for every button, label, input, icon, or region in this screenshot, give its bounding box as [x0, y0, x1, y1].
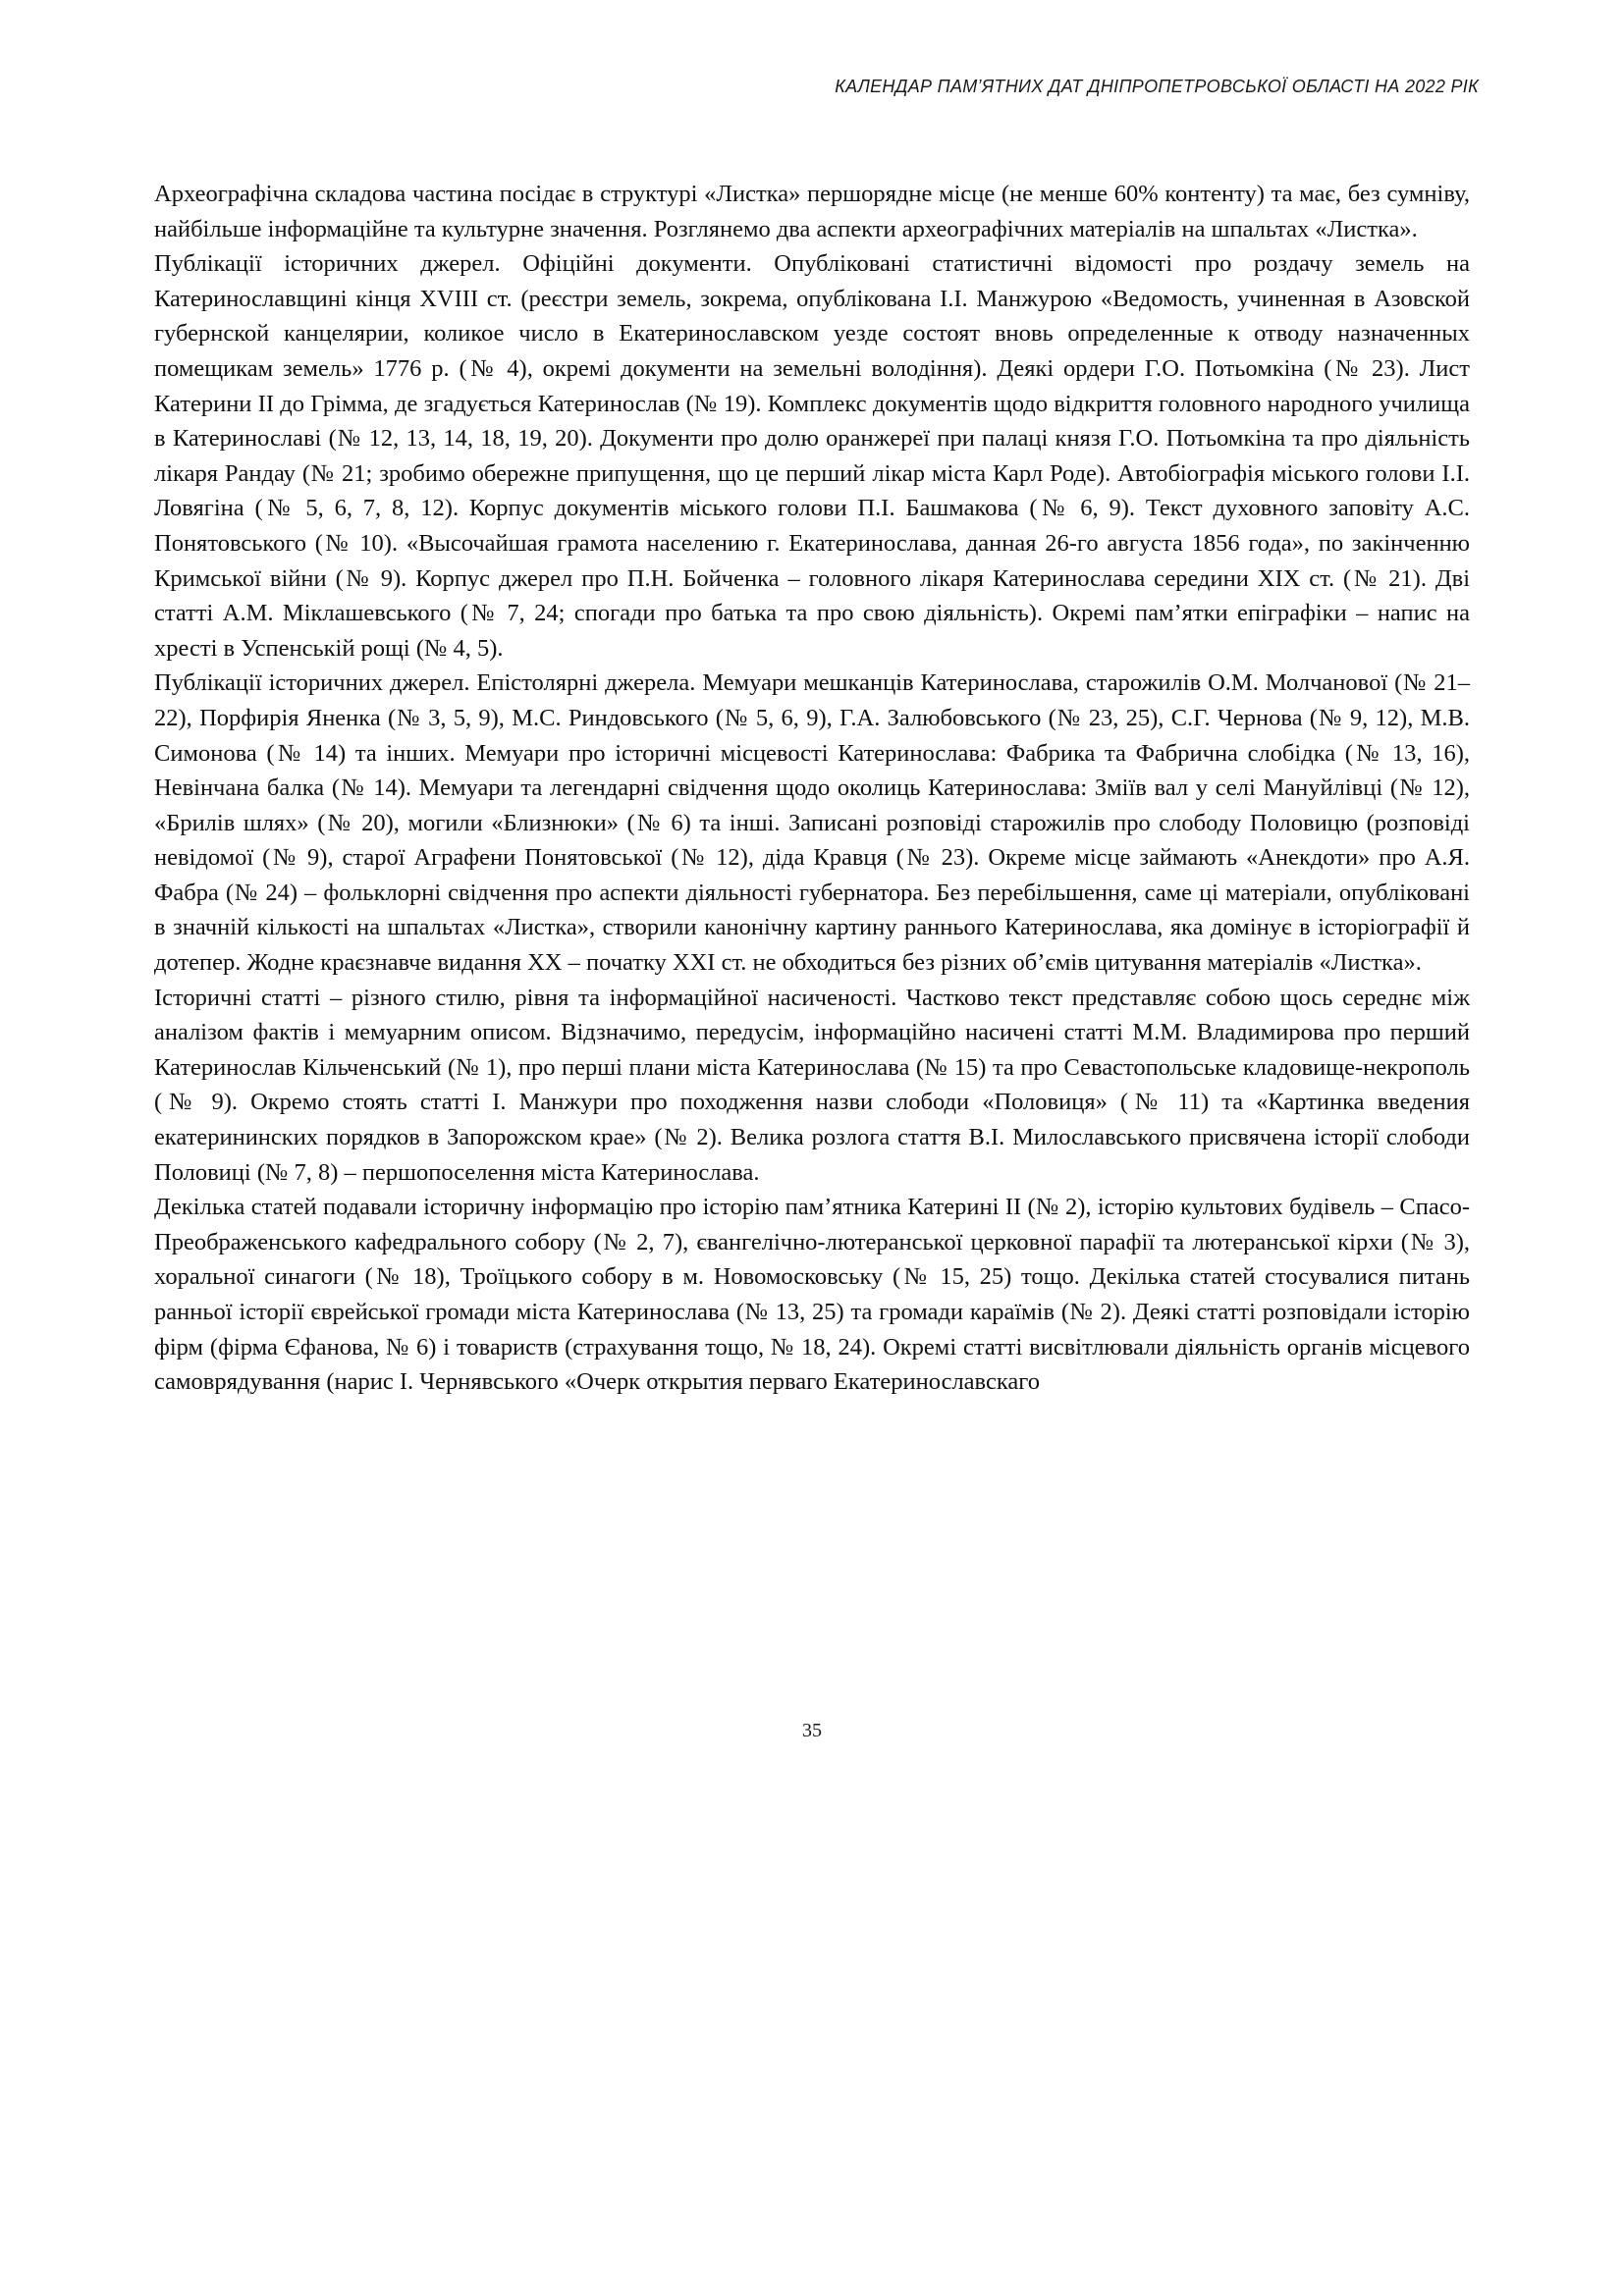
page-number: 35	[802, 1720, 822, 1741]
running-header: КАЛЕНДАР ПАМ’ЯТНИХ ДАТ ДНІПРОПЕТРОВСЬКОЇ ОБЛАСТІ НА 2022 РІК	[835, 77, 1479, 96]
paragraph-archaeographic-intro: Археографічна складова частина посідає в структурі «Листка» першорядне місце (не менше 60% контенту) та має, без сумніву, найбільше інформаційне та культурне значення. Розглянемо два аспекти археографічних матеріалів на шпальтах «Листка».	[154, 181, 1470, 242]
paragraph-epistolary-sources: Публікації історичних джерел. Епістолярні джерела. Мемуари мешканців Катеринослава, старожилів О.М. Молчанової (№ 21–22), Порфирія Яненка (№ 3, 5, 9), М.С. Риндовського (№ 5, 6, 9), Г.А. Залюбовського (№ 23, 25), С.Г. Чернова (№ 9, 12), М.В. Симонова (№ 14) та інших. Мемуари про історичні місцевості Катеринослава: Фабрика та Фабрична слобідка (№ 13, 16), Невінчана балка (№ 14). Мемуари та легендарні свідчення щодо околиць Катеринослава: Зміїв вал у селі Мануйлівці (№ 12), «Брилів шлях» (№ 20), могили «Близнюки» (№ 6) та інші. Записані розповіді старожилів про слободу Половицю (розповіді невідомої (№ 9), старої Аграфени Понятовської (№ 12), діда Кравця (№ 23). Окреме місце займають «Анекдоти» про А.Я. Фабра (№ 24) – фольклорні свідчення про аспекти діяльності губернатора. Без перебільшення, саме ці матеріали, опубліковані в значній кількості на шпальтах «Листка», створили канонічну картину раннього Катеринослава, яка домінує в історіографії й дотепер. Жодне краєзнавче видання XX – початку XXI ст. не обходиться без різних об’ємів цитування матеріалів «Листка».	[154, 669, 1470, 977]
paragraph-monuments-and-communities: Декілька статей подавали історичну інформацію про історію пам’ятника Катерині ІІ (№ 2), історію культових будівель – Спасо-Преображенського кафедрального собору (№ 2, 7), євангелічно-лютеранської церковної парафії та лютеранської кірхи (№ 3), хоральної синагоги (№ 18), Троїцького собору в м. Новомосковську (№ 15, 25) тощо. Декілька статей стосувалися питань ранньої історії єврейської громади міста Катеринослава (№ 13, 25) та громади караїмів (№ 2). Деякі статті розповідали історію фірм (фірма Єфанова, № 6) і товариств (страхування тощо, № 18, 24). Окремі статті висвітлювали діяльність органів місцевого самоврядування (нарис І. Чернявського «Очерк открытия перваго Екатеринославскаго	[154, 1194, 1470, 1396]
body-text	[154, 177, 1470, 1400]
paragraph-official-documents: Публікації історичних джерел. Офіційні документи. Опубліковані статистичні відомості про роздачу земель на Катеринославщині кінця XVIII ст. (реєстри земель, зокрема, опублікована І.І. Манжурою «Ведомость, учиненная в Азовской губернской канцелярии, коликое число в Екатеринославском уезде состоят вновь определенные к отводу назначенных помещикам земель» 1776 р. (№ 4), окремі документи на земельні володіння). Деякі ордери Г.О. Потьомкіна (№ 23). Лист Катерини ІІ до Грімма, де згадується Катеринослав (№ 19). Комплекс документів щодо відкриття головного народного училища в Катеринославі (№ 12, 13, 14, 18, 19, 20). Документи про долю оранжереї при палаці князя Г.О. Потьомкіна та про діяльність лікаря Рандау (№ 21; зробимо обережне припущення, що це перший лікар міста Карл Роде). Автобіографія міського голови І.І. Ловягіна (№ 5, 6, 7, 8, 12). Корпус документів міського голови П.І. Башмакова (№ 6, 9). Текст духовного заповіту А.С. Понятовського (№ 10). «Высочайшая грамота населению г. Екатеринослава, данная 26-го августа 1856 года», по закінченню Кримської війни (№ 9). Корпус джерел про П.Н. Бойченка – головного лікаря Катеринослава середини XIX ст. (№ 21). Дві статті А.М. Міклашевського (№ 7, 24; спогади про батька та про свою діяльність). Окремі пам’ятки епіграфіки – напис на хресті в Успенській рощі (№ 4, 5).	[154, 250, 1470, 662]
paragraph-historical-articles: Історичні статті – різного стилю, рівня та інформаційної насиченості. Частково текст представляє собою щось середнє між аналізом фактів і мемуарним описом. Відзначимо, передусім, інформаційно насичені статті М.М. Владимирова про перший Катеринослав Кільченський (№ 1), про перші плани міста Катеринослава (№ 15) та про Севастопольське кладовище-некрополь (№ 9). Окремо стоять статті І. Манжури про походження назви слободи «Половиця» (№ 11) та «Картинка введения екатерининских порядков в Запорожском крае» (№ 2). Велика розлога стаття В.І. Милославського присвячена історії слободи Половиці (№ 7, 8) – першопоселення міста Катеринослава.	[154, 984, 1470, 1186]
